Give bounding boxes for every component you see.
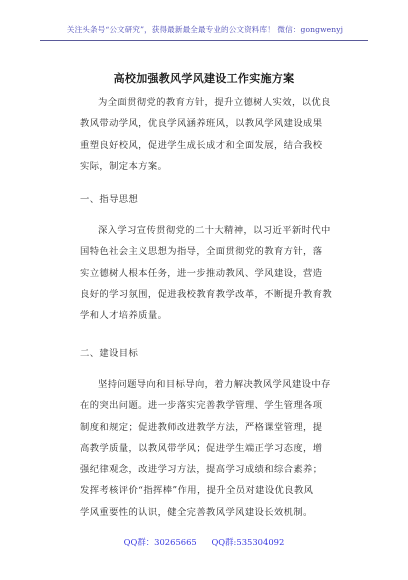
header-banner: 关注头条号“公文研究”，获得最新最全最专业的公文资料库！ 微信：gongwenyj [66, 25, 344, 34]
paragraph-line: 学和人才培养质量。 [80, 310, 168, 322]
footer-contact [0, 536, 408, 548]
paragraph-line: 发挥考核评价“指挥棒”作用，提升全员对建设优良教风 [80, 485, 314, 497]
footer-qq-group-2: QQ群:535304092 [211, 537, 285, 547]
paragraph-line: 坚持问题导向和目标导向，着力解决教风学风建设中存 [98, 379, 331, 390]
footer-qq-group-1: QQ群：30265665 [123, 537, 197, 547]
section-paragraph-guiding-ideology [80, 220, 333, 326]
paragraph-line: 实际，制定本方案。 [80, 160, 168, 172]
paragraph-line: 为全面贯彻党的教育方针，提升立德树人实效，以优良 [98, 97, 331, 108]
section-heading-guiding-ideology: 一、指导思想 [80, 194, 139, 205]
header-divider [40, 40, 368, 41]
paragraph-line: 在的突出问题。进一步落实完善教学管理、学生管理各项 [80, 400, 323, 412]
paragraph-line: 深入学习宣传贯彻党的二十大精神，以习近平新时代中 [98, 225, 331, 236]
intro-paragraph [80, 92, 331, 177]
paragraph-line: 教风带动学风，优良学风涵养班风，以教风学风建设成果 [80, 118, 323, 130]
paragraph-line: 高教学质量，以教风带学风；促进学生端正学习态度，增 [80, 442, 323, 454]
paragraph-line: 制度和规定；促进教师改进教学方法，严格课堂管理，提 [80, 421, 323, 433]
paragraph-line: 重塑良好校风，促进学生成长成才和全面发展，结合我校 [80, 139, 323, 151]
document-title: 高校加强教风学风建设工作实施方案 [113, 72, 295, 85]
paragraph-line: 国特色社会主义思想为指导，全面贯彻党的教育方针，落 [80, 246, 323, 258]
paragraph-line: 良好的学习氛围，促进我校教育教学改革，不断提升教育教 [80, 288, 333, 300]
section-paragraph-construction-goals [80, 374, 331, 523]
section-heading-construction-goals: 二、建设目标 [80, 348, 139, 359]
paragraph-line: 强纪律观念，改进学习方法，提高学习成绩和综合素养； [80, 464, 323, 476]
paragraph-line: 实立德树人根本任务，进一步推动教风、学风建设，营造 [80, 267, 323, 279]
paragraph-line: 学风重要性的认识，健全完善教风学风建设长效机制。 [80, 506, 313, 518]
